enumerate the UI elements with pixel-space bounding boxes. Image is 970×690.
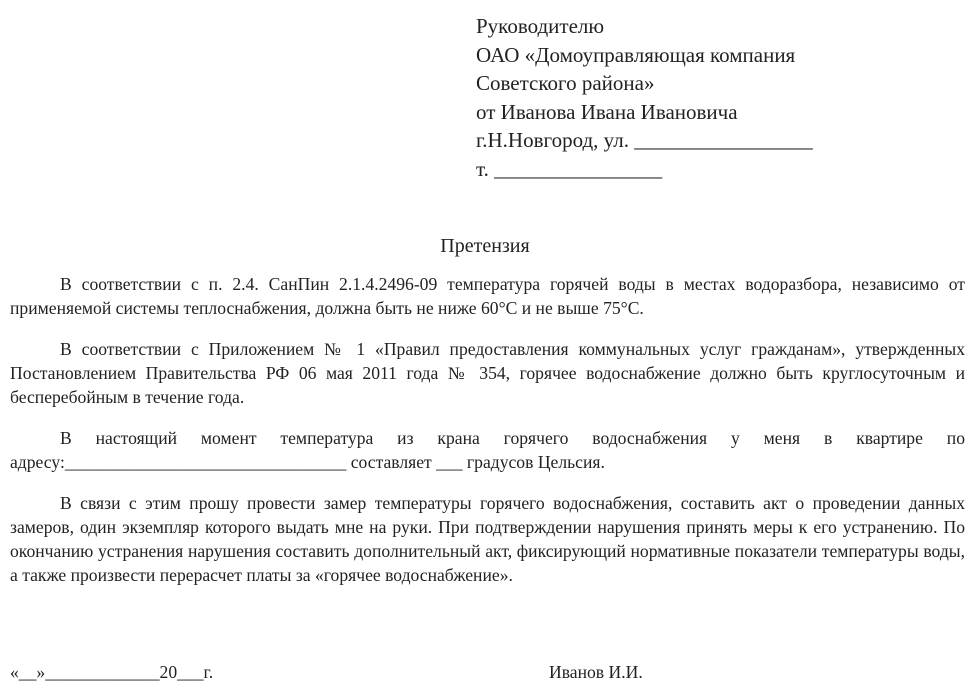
paragraph-sanpin: В соответствии с п. 2.4. СанПин 2.1.4.2496-09 температура горячей воды в местах водоразбора, независимо от применяемой системы теплоснабжения, должна быть не ниже 60°С и не выше 75°С. bbox=[10, 274, 965, 318]
document-title: Претензия bbox=[440, 235, 530, 257]
addressee-line-sender: от Иванова Ивана Ивановича bbox=[476, 99, 738, 124]
document-body bbox=[10, 272, 965, 604]
addressee-line-company: ОАО «Домоуправляющая компания bbox=[476, 42, 796, 67]
addressee-line-phone: т. ________________ bbox=[476, 156, 663, 181]
paragraph-current-temperature: В настоящий момент температура из крана горячего водоснабжения у меня в квартире по адресу:________________________________ составляет ___ градусов Цельсия. bbox=[10, 428, 965, 472]
paragraph-rules: В соответствии с Приложением № 1 «Правил предоставления коммунальных услуг гражданам», утвержденных Постановлением Правительства РФ 06 мая 2011 года № 354, горячее водоснабжение должно быть круглосуточным и бесперебойным в течение года. bbox=[10, 339, 965, 407]
paragraph-request: В связи с этим прошу провести замер температуры горячего водоснабжения, составить акт о проведении данных замеров, один экземпляр которого выдать мне на руки. При подтверждении нарушения принять меры к его устранению. По окончанию устранения нарушения составить дополнительный акт, фиксирующий нормативные показатели температуры воды, а также произвести перерасчет платы за «горячее водоснабжение». bbox=[10, 493, 965, 585]
addressee-line-address: г.Н.Новгород, ул. _________________ bbox=[476, 128, 813, 152]
addressee-line-position: Руководителю bbox=[476, 14, 605, 38]
date-line: «__»_____________20___г. bbox=[10, 662, 214, 682]
signature-name: Иванов И.И. bbox=[549, 662, 643, 682]
addressee-line-district: Советского района» bbox=[476, 71, 655, 95]
addressee-block bbox=[476, 12, 813, 183]
